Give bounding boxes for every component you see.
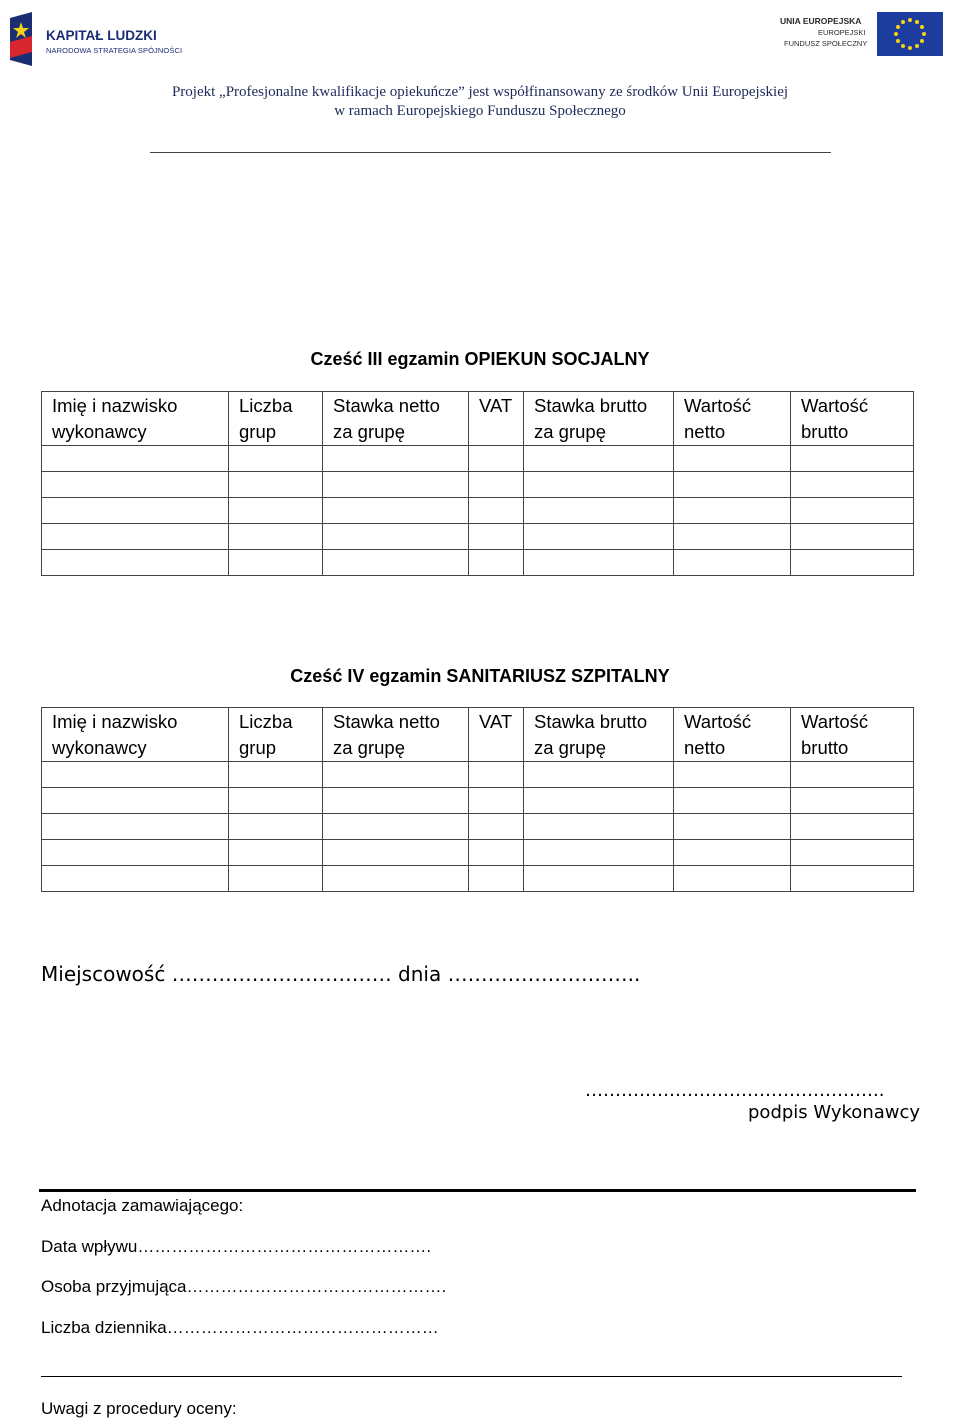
table-row (42, 524, 914, 550)
col-label: Liczba (239, 711, 293, 732)
table-cell[interactable] (42, 866, 229, 892)
table-cell[interactable] (323, 788, 469, 814)
table-cell[interactable] (229, 550, 323, 576)
table-cell[interactable] (524, 866, 674, 892)
table-cell[interactable] (323, 472, 469, 498)
col-net-rate (323, 708, 469, 762)
table-cell[interactable] (524, 840, 674, 866)
table-cell[interactable] (323, 866, 469, 892)
table-row (42, 788, 914, 814)
table-cell[interactable] (323, 524, 469, 550)
table-cell[interactable] (674, 788, 791, 814)
col-gross-value (791, 392, 914, 446)
col-groups (229, 708, 323, 762)
col-label: wykonawcy (52, 737, 147, 758)
table-cell[interactable] (229, 498, 323, 524)
kapital-ludzki-flag-icon (6, 12, 38, 66)
header-divider (150, 152, 831, 153)
col-label: netto (684, 737, 726, 758)
col-label: grup (239, 421, 277, 442)
table-cell[interactable] (674, 814, 791, 840)
table-cell[interactable] (229, 840, 323, 866)
table-cell[interactable] (791, 788, 914, 814)
table-cell[interactable] (791, 524, 914, 550)
table-cell[interactable] (323, 840, 469, 866)
table-cell[interactable] (674, 524, 791, 550)
table-cell[interactable] (469, 762, 524, 788)
annotation-heading: Adnotacja zamawiającego: (41, 1196, 244, 1215)
table-cell[interactable] (323, 498, 469, 524)
table-cell[interactable] (791, 498, 914, 524)
col-groups (229, 392, 323, 446)
col-label: Wartość (684, 395, 752, 416)
table-cell[interactable] (524, 498, 674, 524)
table-header-row (42, 392, 914, 446)
table-row (42, 840, 914, 866)
annotation-divider (39, 1189, 916, 1192)
table-cell[interactable] (791, 550, 914, 576)
logo-left-title: KAPITAŁ LUDZKI (46, 28, 157, 43)
table-cell[interactable] (469, 840, 524, 866)
table-cell[interactable] (42, 524, 229, 550)
table-cell[interactable] (42, 498, 229, 524)
project-line-2: w ramach Europejskiego Funduszu Społecznego (334, 103, 626, 119)
table-cell[interactable] (791, 762, 914, 788)
col-name (42, 708, 229, 762)
table-row (42, 472, 914, 498)
table-cell[interactable] (229, 762, 323, 788)
table-cell[interactable] (674, 498, 791, 524)
col-label: za grupę (534, 737, 606, 758)
table-cell[interactable] (469, 498, 524, 524)
col-vat (469, 392, 524, 446)
table-cell[interactable] (469, 524, 524, 550)
section3-title: Cześć III egzamin OPIEKUN SOCJALNY (310, 349, 650, 369)
table-cell[interactable] (229, 524, 323, 550)
table-cell[interactable] (229, 866, 323, 892)
logo-left-subtitle: NARODOWA STRATEGIA SPÓJNOŚCI (46, 46, 183, 55)
table-cell[interactable] (674, 866, 791, 892)
col-label: wykonawcy (52, 421, 147, 442)
place-date-line[interactable]: Miejscowość …………………………… dnia ……………………….. (41, 962, 641, 986)
table-cell[interactable] (524, 814, 674, 840)
table-row (42, 498, 914, 524)
table-row (42, 762, 914, 788)
table-cell[interactable] (674, 550, 791, 576)
signature-label: podpis Wykonawcy (748, 1102, 921, 1123)
table-cell[interactable] (42, 788, 229, 814)
table-cell[interactable] (791, 866, 914, 892)
remarks-heading: Uwagi z procedury oceny: (41, 1399, 237, 1418)
col-label: Stawka netto (333, 711, 440, 732)
table-cell[interactable] (229, 472, 323, 498)
table-cell[interactable] (42, 550, 229, 576)
col-label: za grupę (534, 421, 606, 442)
eu-flag-icon (877, 12, 943, 56)
col-label: Wartość (801, 711, 869, 732)
col-vat (469, 708, 524, 762)
table-cell[interactable] (791, 814, 914, 840)
table-cell[interactable] (469, 472, 524, 498)
table-row (42, 866, 914, 892)
table-cell[interactable] (323, 762, 469, 788)
table-cell[interactable] (674, 840, 791, 866)
table-cell[interactable] (524, 446, 674, 472)
col-gross-value (791, 708, 914, 762)
table-cell[interactable] (42, 840, 229, 866)
table-cell[interactable] (674, 472, 791, 498)
receiver-field[interactable]: Osoba przyjmująca………………………………………. (41, 1277, 447, 1296)
table-cell[interactable] (674, 446, 791, 472)
table-cell[interactable] (323, 814, 469, 840)
table-cell[interactable] (42, 472, 229, 498)
table-cell[interactable] (674, 762, 791, 788)
table-row (42, 550, 914, 576)
table-cell[interactable] (524, 524, 674, 550)
eu-logo-line3: FUNDUSZ SPOŁECZNY (784, 39, 868, 48)
table-cell[interactable] (524, 762, 674, 788)
col-net-value (674, 708, 791, 762)
table-cell[interactable] (469, 550, 524, 576)
col-net-value (674, 392, 791, 446)
table-cell[interactable] (791, 840, 914, 866)
col-label: Liczba (239, 395, 293, 416)
journal-number-field[interactable]: Liczba dziennika………………………………………… (41, 1318, 439, 1337)
col-label: netto (684, 421, 726, 442)
eu-logo (780, 10, 945, 58)
table-cell[interactable] (469, 814, 524, 840)
project-line-1: Projekt „Profesjonalne kwalifikacje opiekuńcze” jest współfinansowany ze środków Unii Europejskiej (171, 84, 789, 100)
table-cell[interactable] (524, 550, 674, 576)
col-label: za grupę (333, 737, 405, 758)
eu-logo-text (780, 16, 872, 49)
col-label: Wartość (684, 711, 752, 732)
kapital-ludzki-logo (6, 10, 183, 68)
table-cell[interactable] (791, 472, 914, 498)
col-label: brutto (801, 737, 849, 758)
col-label: brutto (801, 421, 849, 442)
col-net-rate (323, 392, 469, 446)
col-label: Stawka netto (333, 395, 440, 416)
col-label: Stawka brutto (534, 395, 648, 416)
col-label: Wartość (801, 395, 869, 416)
table-cell[interactable] (524, 788, 674, 814)
section4-table (41, 707, 914, 892)
col-label: Imię i nazwisko (52, 395, 178, 416)
table-cell[interactable] (42, 762, 229, 788)
col-label: Imię i nazwisko (52, 711, 178, 732)
col-label: VAT (479, 395, 513, 416)
table-cell[interactable] (42, 446, 229, 472)
table-cell[interactable] (229, 814, 323, 840)
table-row (42, 446, 914, 472)
table-row (42, 814, 914, 840)
table-cell[interactable] (469, 788, 524, 814)
col-label: grup (239, 737, 277, 758)
table-cell[interactable] (323, 446, 469, 472)
section4-title: Cześć IV egzamin SANITARIUSZ SZPITALNY (290, 666, 670, 686)
col-label: VAT (479, 711, 513, 732)
col-gross-rate (524, 708, 674, 762)
table-cell[interactable] (469, 446, 524, 472)
col-label: Stawka brutto (534, 711, 648, 732)
table-cell[interactable] (42, 814, 229, 840)
table-cell[interactable] (323, 550, 469, 576)
signature-dots[interactable]: ………………………………………….. (585, 1080, 885, 1101)
receipt-date-field[interactable]: Data wpływu……………………………………………. (41, 1237, 432, 1256)
col-name (42, 392, 229, 446)
table-cell[interactable] (229, 446, 323, 472)
eu-logo-line2: EUROPEJSKI (818, 28, 866, 37)
eu-logo-line1: UNIA EUROPEJSKA (780, 16, 862, 26)
col-gross-rate (524, 392, 674, 446)
section3-table (41, 391, 914, 576)
remarks-divider (41, 1376, 902, 1377)
table-header-row (42, 708, 914, 762)
table-cell[interactable] (469, 866, 524, 892)
table-cell[interactable] (791, 446, 914, 472)
table-cell[interactable] (524, 472, 674, 498)
col-label: za grupę (333, 421, 405, 442)
table-cell[interactable] (229, 788, 323, 814)
